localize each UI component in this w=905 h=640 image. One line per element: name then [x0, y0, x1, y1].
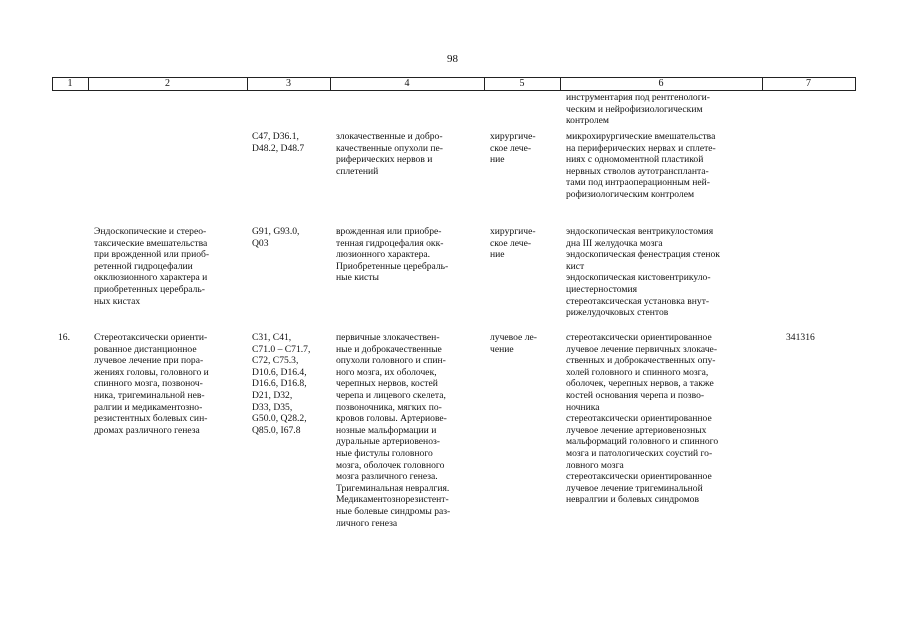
text-line: лучевое ле- — [490, 332, 537, 343]
header-bottom-rule — [52, 90, 856, 91]
text-line: лучевое лечение при пора- — [94, 355, 204, 367]
text-line: качественные опухоли пе- — [336, 142, 444, 154]
text-line: ные болевые синдромы раз- — [336, 505, 451, 517]
text-line: стереотаксически ориентированное — [566, 413, 712, 425]
row-b-icd-codes — [252, 131, 324, 154]
text-line: нервных стволов аутотранспланта- — [566, 165, 709, 177]
text-line: мозга и патологических соустий го- — [566, 447, 713, 459]
text-line: ние — [490, 249, 505, 261]
row-c-diagnosis — [336, 226, 480, 284]
row-b-methods — [566, 131, 756, 201]
row-d-treatment-type — [490, 332, 558, 355]
column-number-6: 6 — [658, 78, 664, 89]
text-line: ловного мозга — [566, 459, 624, 471]
text-line: невралгии и болевых синдромов — [566, 494, 699, 506]
column-number-5: 5 — [519, 78, 525, 89]
text-line: ческим и нейрофизиологическим — [566, 103, 703, 115]
row-c-care-type — [94, 226, 240, 307]
text-line: при врожденной или приоб- — [94, 249, 210, 261]
text-line: D48.2, D48.7 — [252, 142, 305, 154]
text-line: инструментария под рентгенологи- — [566, 92, 710, 103]
text-line: стереотаксически ориентированное — [566, 471, 712, 483]
text-line: тенная гидроцефалия окк- — [336, 237, 444, 249]
text-line: дуральные артериовеноз- — [336, 436, 440, 448]
row-d-number: 16. — [58, 332, 70, 343]
text-line: D33, D35, — [252, 401, 293, 413]
text-line: ночника — [566, 401, 600, 413]
text-line: позвоночника, мягких по- — [336, 401, 442, 413]
text-line: мозга, оболочек головного — [336, 459, 445, 471]
text-line: злокачественные и добро- — [336, 131, 443, 142]
text-line: циестерностомия — [566, 283, 637, 295]
text-line: чение — [490, 343, 514, 355]
text-line: D21, D32, — [252, 389, 293, 401]
text-line: мальформаций головного и спинного — [566, 436, 719, 448]
column-number-7: 7 — [806, 78, 811, 89]
text-line: рижелудочковых стентов — [566, 307, 669, 319]
text-line: Приобретенные церебраль- — [336, 260, 449, 272]
text-line: G50.0, Q28.2, — [252, 413, 307, 425]
text-line: лучевое лечение тригеминальной — [566, 482, 703, 494]
text-line: ние — [490, 154, 505, 166]
column-number-3: 3 — [286, 78, 291, 89]
row-d-icd-codes — [252, 332, 324, 436]
text-line: дромах различного генеза — [94, 424, 200, 436]
text-line: черепных нервов, костей — [336, 378, 438, 390]
text-line: C47, D36.1, — [252, 131, 299, 142]
text-line: спинного мозга, позвоноч- — [94, 378, 203, 390]
text-line: ское лече- — [490, 142, 532, 154]
text-line: стереотаксически ориентированное — [566, 332, 712, 343]
column-divider — [855, 77, 856, 90]
text-line: люзионного характера. — [336, 249, 431, 261]
text-line: эндоскопическая вентрикулостомия — [566, 226, 714, 237]
text-line: хирургиче- — [490, 226, 536, 237]
text-line: ного мозга, их оболочек, — [336, 366, 437, 378]
row-b-diagnosis — [336, 131, 480, 177]
text-line: C31, C41, — [252, 332, 292, 343]
text-line: Эндоскопические и стерео- — [94, 226, 207, 237]
column-number-2: 2 — [165, 78, 170, 89]
text-line: ниях с одномоментной пластикой — [566, 154, 704, 166]
text-line: тами под интраоперационным ней- — [566, 177, 710, 189]
text-line: G91, G93.0, — [252, 226, 300, 237]
text-line: ные фистулы головного — [336, 447, 433, 459]
text-line: D16.6, D16.8, — [252, 378, 307, 390]
text-line: Медикаментознорезистент- — [336, 494, 449, 506]
text-line: ралгии и медикаментозно- — [94, 401, 203, 413]
text-line: эндоскопическая фенестрация стенок — [566, 249, 720, 261]
text-line: мозга различного генеза. — [336, 471, 438, 483]
text-line: окклюзионного характера и — [94, 272, 208, 284]
page-number: 98 — [447, 53, 458, 65]
text-line: D10.6, D16.4, — [252, 366, 307, 378]
column-number-4: 4 — [404, 78, 410, 89]
text-line: ретенной гидроцефалии — [94, 260, 193, 272]
text-line: ственных и доброкачественных опу- — [566, 355, 716, 367]
text-line: ника, тригеминальной нев- — [94, 389, 205, 401]
text-line: сплетений — [336, 165, 379, 177]
text-line: оболочек, черепных нервов, а также — [566, 378, 714, 390]
row-c-methods — [566, 226, 756, 319]
text-line: первичные злокачествен- — [336, 332, 440, 343]
text-line: черепа и лицевого скелета, — [336, 389, 446, 401]
row-a-methods — [566, 92, 756, 127]
text-line: лучевое лечение первичных злокаче- — [566, 343, 718, 355]
text-line: костей основания черепа и позво- — [566, 389, 705, 401]
text-line: жениях головы, головного и — [94, 366, 209, 378]
text-line: кровов головы. Артериове- — [336, 413, 447, 425]
text-line: стереотаксическая установка внут- — [566, 295, 710, 307]
text-line: Q85.0, I67.8 — [252, 424, 301, 436]
text-line: Q03 — [252, 237, 269, 249]
text-line: хирургиче- — [490, 131, 536, 142]
text-line: Тригеминальная невралгия. — [336, 482, 450, 494]
text-line: рованное дистанционное — [94, 343, 197, 355]
text-line: ных кистах — [94, 295, 141, 307]
text-line: холей головного и спинного мозга, — [566, 366, 709, 378]
text-line: риферических нервов и — [336, 154, 433, 166]
text-line: эндоскопическая кистовентрикуло- — [566, 272, 711, 284]
text-line: нозные мальформации и — [336, 424, 437, 436]
text-line: лучевое лечение артериовенозных — [566, 424, 707, 436]
text-line: кист — [566, 260, 585, 272]
row-c-icd-codes — [252, 226, 324, 249]
row-d-cost: 341316 — [786, 332, 815, 343]
text-line: ные кисты — [336, 272, 379, 284]
text-line: C71.0 – C71.7, — [252, 343, 311, 355]
text-line: ское лече- — [490, 237, 532, 249]
text-line: ные и доброкачественные — [336, 343, 442, 355]
text-line: таксические вмешательства — [94, 237, 208, 249]
text-line: на периферических нервах и сплете- — [566, 142, 716, 154]
row-d-care-type — [94, 332, 240, 436]
text-line: врожденная или приобре- — [336, 226, 442, 237]
row-b-treatment-type — [490, 131, 558, 166]
text-line: приобретенных церебраль- — [94, 283, 205, 295]
column-number-1: 1 — [67, 78, 73, 89]
row-d-diagnosis — [336, 332, 480, 529]
text-line: опухоли головного и спин- — [336, 355, 446, 367]
text-line: рофизиологическим контролем — [566, 188, 695, 200]
text-line: резистентных болевых син- — [94, 413, 208, 425]
text-line: контролем — [566, 115, 609, 127]
row-c-treatment-type — [490, 226, 558, 261]
text-line: C72, C75.3, — [252, 355, 299, 367]
row-d-methods — [566, 332, 756, 506]
text-line: Стереотаксически ориенти- — [94, 332, 208, 343]
text-line: личного генеза — [336, 517, 398, 529]
text-line: микрохирургические вмешательства — [566, 131, 716, 142]
text-line: дна III желудочка мозга — [566, 237, 663, 249]
